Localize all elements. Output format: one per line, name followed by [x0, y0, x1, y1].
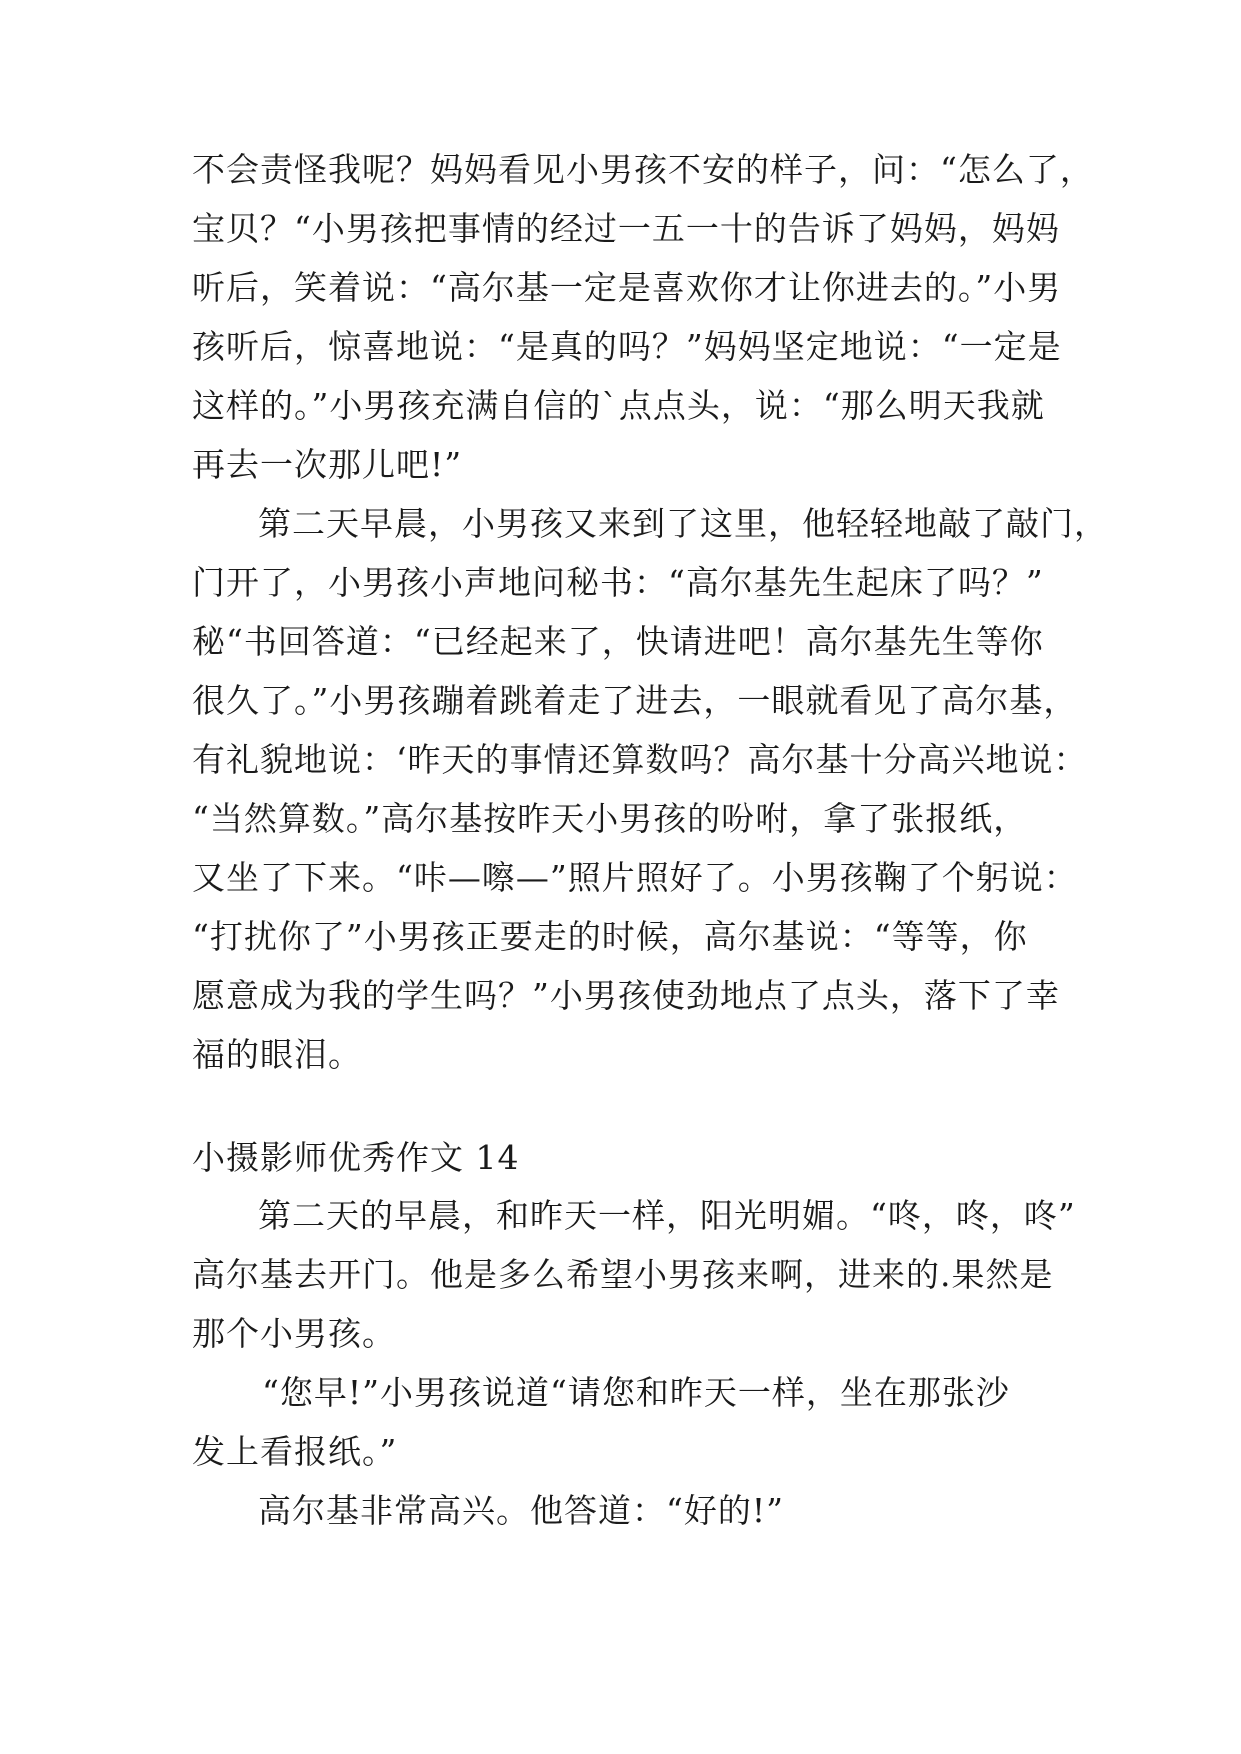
text-line: 又坐了下来。“咔—嚓—”照片照好了。小男孩鞠了个躬说： [192, 858, 1078, 897]
text-line: 发上看报纸。” [192, 1432, 398, 1471]
text-line: 那个小男孩。 [192, 1314, 396, 1353]
text-line: 很久了。”小男孩蹦着跳着走了进去，一眼就看见了高尔基， [192, 681, 1078, 720]
text-line: 宝贝？“小男孩把事情的经过一五一十的告诉了妈妈，妈妈 [192, 209, 1060, 248]
text-line: “打扰你了”小男孩正要走的时候，高尔基说：“等等，你 [192, 917, 1028, 956]
text-line: 高尔基非常高兴。他答道：“好的!” [258, 1491, 785, 1530]
text-line: “您早!”小男孩说道“请您和昨天一样，坐在那张沙 [262, 1373, 1010, 1412]
text-line: 第二天的早晨，和昨天一样，阳光明媚。“咚，咚，咚” [258, 1196, 1076, 1235]
text-line: 有礼貌地说：‘昨天的事情还算数吗？高尔基十分高兴地说： [192, 740, 1088, 779]
text-line: 不会责怪我呢？妈妈看见小男孩不安的样子，问：“怎么了， [192, 150, 1094, 189]
text-line: 福的眼泪。 [192, 1035, 362, 1074]
text-line: “当然算数。”高尔基按昨天小男孩的吩咐，拿了张报纸， [192, 799, 1028, 838]
text-line: 门开了，小男孩小声地问秘书：“高尔基先生起床了吗？” [192, 563, 1044, 602]
text-line: 高尔基去开门。他是多么希望小男孩来啊，进来的.果然是 [192, 1255, 1054, 1294]
section-title: 小摄影师优秀作文 14 [192, 1138, 520, 1177]
text-line: 再去一次那儿吧!” [192, 445, 463, 484]
text-line: 这样的。”小男孩充满自信的`点点头，说：“那么明天我就 [192, 386, 1045, 425]
text-line: 第二天早晨，小男孩又来到了这里，他轻轻地敲了敲门， [258, 504, 1108, 543]
text-line: 听后，笑着说：“高尔基一定是喜欢你才让你进去的。”小男 [192, 268, 1062, 307]
text-line: 愿意成为我的学生吗？”小男孩使劲地点了点头，落下了幸 [192, 976, 1060, 1015]
text-line: 孩听后，惊喜地说：“是真的吗？”妈妈坚定地说：“一定是 [192, 327, 1062, 366]
text-line: 秘“书回答道：“已经起来了，快请进吧！高尔基先生等你 [192, 622, 1044, 661]
